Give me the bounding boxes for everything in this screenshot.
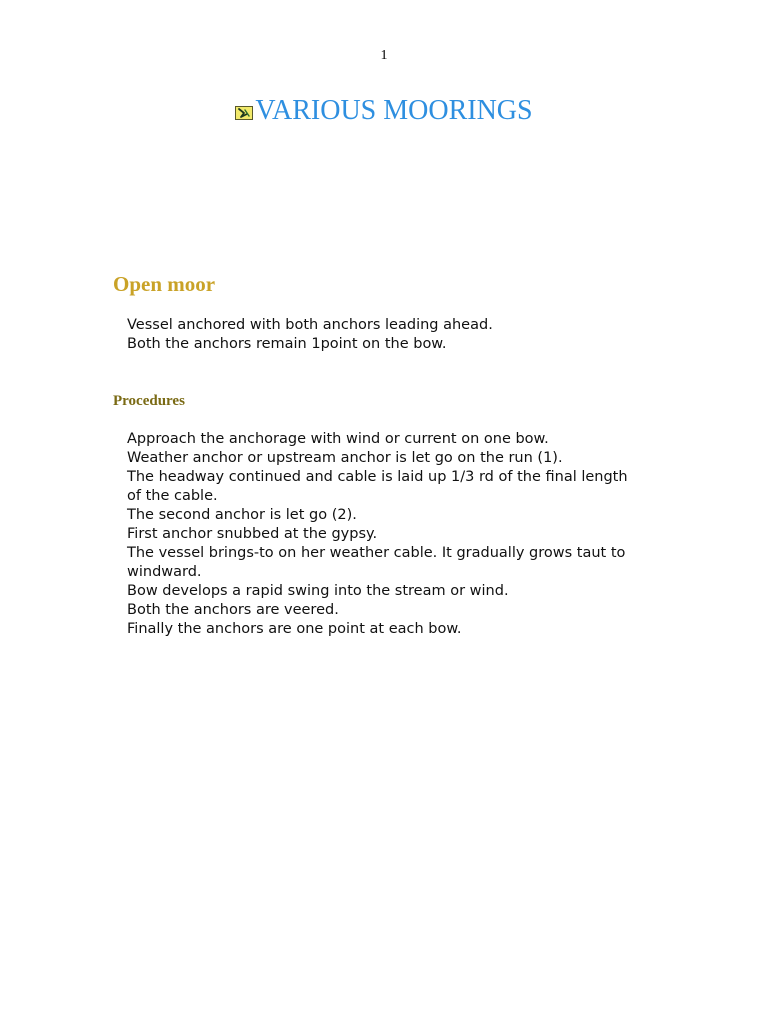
- procedure-line: windward.: [127, 564, 202, 580]
- section-heading-open-moor: Open moor: [113, 272, 216, 296]
- open-moor-description: [127, 316, 667, 354]
- procedure-line: The headway continued and cable is laid up 1/3 rd of the final length: [127, 469, 628, 485]
- procedure-line: The second anchor is let go (2).: [127, 507, 357, 523]
- procedure-line: First anchor snubbed at the gypsy.: [127, 526, 378, 542]
- procedure-line: The vessel brings-to on her weather cable. It gradually grows taut to: [127, 545, 626, 561]
- procedure-line: of the cable.: [127, 488, 218, 504]
- anchor-bullet-icon: [235, 105, 253, 119]
- page-number: 1: [380, 48, 388, 63]
- text-line: Both the anchors remain 1point on the bow.: [127, 336, 447, 352]
- text-line: Vessel anchored with both anchors leading ahead.: [127, 317, 493, 333]
- procedure-line: Finally the anchors are one point at each bow.: [127, 621, 462, 637]
- procedures-list: [127, 430, 667, 639]
- procedure-line: Approach the anchorage with wind or current on one bow.: [127, 431, 549, 447]
- procedure-line: Bow develops a rapid swing into the stream or wind.: [127, 583, 509, 599]
- procedure-line: Weather anchor or upstream anchor is let go on the run (1).: [127, 450, 563, 466]
- title-text: VARIOUS MOORINGS: [255, 95, 533, 126]
- section-heading-procedures: Procedures: [113, 393, 185, 409]
- document-title: [0, 95, 768, 127]
- procedure-line: Both the anchors are veered.: [127, 602, 339, 618]
